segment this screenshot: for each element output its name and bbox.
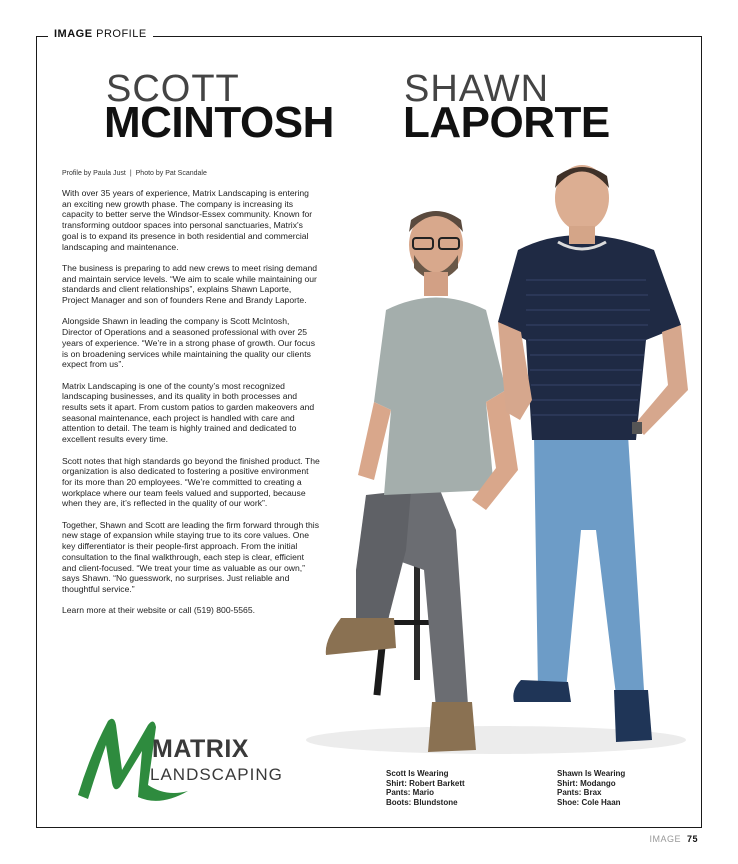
logo-word-landscaping: LANDSCAPING — [150, 765, 283, 784]
credit-separator: | — [129, 170, 132, 177]
section-label: IMAGE PROFILE — [48, 28, 153, 40]
scott-wearing-list: Scott Is Wearing Shirt: Robert Barkett Pants: Mario Boots: Blundstone — [386, 769, 465, 807]
article-paragraph: With over 35 years of experience, Matrix Landscaping is entering an exciting new growth phase. The company is increasing its capacity to better serve the Windsor-Essex community. Known for transforming outdoor spaces into personal sanctuaries, Matrix's goal is to expand its presence in both residential and commercial landscaping and maintenance. — [62, 188, 313, 252]
page-footer — [649, 834, 698, 844]
article-paragraph: Matrix Landscaping is one of the county’s most recognized landscaping businesses, and its quality in both processes and results sets it apart. From custom patios to garden makeovers and seasonal maintenance, each project is handled with care and attention to detail. The team is highly trained and dedicated to excellent results every time. — [62, 380, 315, 445]
footer-magazine-name: IMAGE — [649, 834, 681, 844]
shawn-last-name: LAPORTE — [403, 98, 610, 147]
photo-credit: Photo by Pat Scandale — [135, 170, 207, 177]
credits — [62, 170, 207, 177]
portrait-photo — [296, 150, 700, 760]
scott-first-name: SCOTT — [106, 68, 240, 110]
article-paragraph: Alongside Shawn in leading the company is Scott McIntosh, Director of Operations and a seasoned professional with over 25 years of experience. “We’re in a strong phase of growth. Our focus is on broadening services while maintaining the quality our clients expect from us”. — [62, 316, 316, 370]
logo-word-matrix: MATRIX — [152, 735, 249, 763]
article-paragraph: Learn more at their website or call (519) 800-5565. — [62, 605, 255, 616]
scott-last-name: MCINTOSH — [104, 98, 334, 147]
article-paragraph: The business is preparing to add new crews to meet rising demand and maintain service levels. “We aim to scale while maintaining our standards and client relationships”, explains Shawn Laporte, Project Manager and son of founders Rene and Brandy Laporte. — [62, 262, 318, 306]
article-paragraph: Together, Shawn and Scott are leading the firm forward through this new stage of expansion while staying true to its core values. One key differentiator is their people-first approach. From the initial consultation to the final walkthrough, each step is clear, efficient and client-focused. “We treat your time as valuable as our own,” says Shawn. “No guesswork, no surprises. Just reliable and thoughtful service.” — [62, 519, 320, 594]
shawn-wearing-list: Shawn Is Wearing Shirt: Modango Pants: Brax Shoe: Cole Haan — [557, 769, 626, 807]
article-paragraph: Scott notes that high standards go beyond the finished product. The organization is also dedicated to fostering a positive environment for its more than 20 employees. “We’re committed to creating a workplace where our team feels valued and supported, because when they are, it’s reflected in the quality of our work”. — [62, 455, 320, 509]
profile-credit: Profile by Paula Just — [62, 170, 126, 177]
matrix-logo — [70, 715, 300, 807]
shawn-first-name: SHAWN — [404, 68, 550, 110]
article-body — [62, 188, 320, 616]
page-number: 75 — [686, 834, 698, 844]
